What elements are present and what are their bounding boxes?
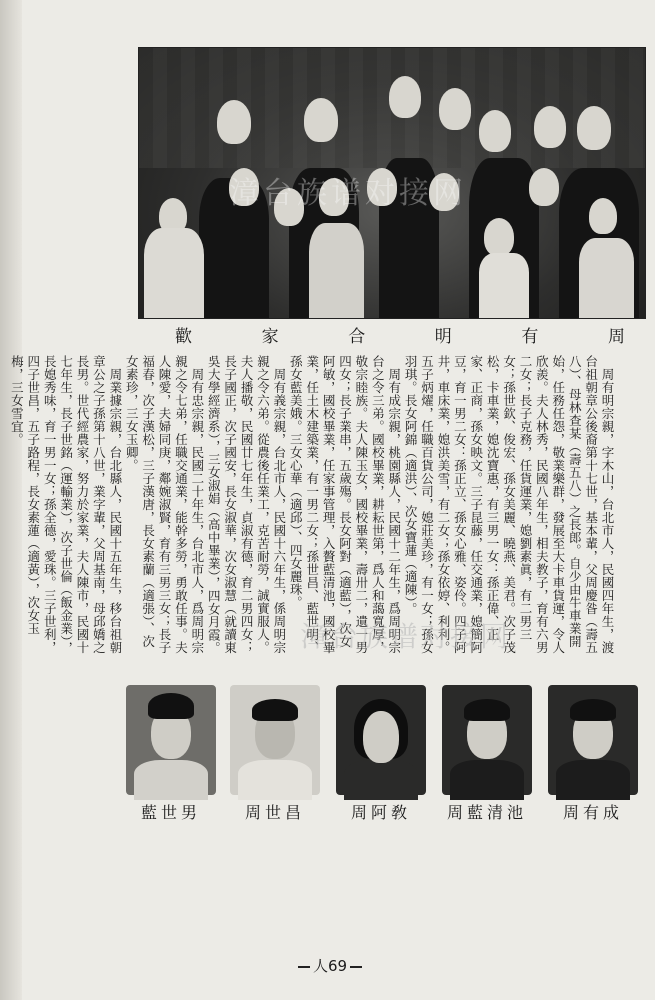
caption-char: 合 [348,327,366,347]
text-watermark: 漳台族谱对接网 [300,620,511,653]
caption-char: 周 [607,327,625,347]
portrait-name: 周藍清池 [446,803,527,822]
portrait-photo [126,685,216,795]
caption-char: 明 [434,327,452,347]
portrait-name: 藍世男 [140,803,201,822]
portrait-photo [548,685,638,795]
page-number-text: 人69 [312,957,348,975]
portrait-name: 周世昌 [244,803,305,822]
biography-text [9,355,615,655]
portrait-name: 周阿敎 [350,803,411,822]
paragraph: 周有義宗親，台北市人，民國十六年生，係周明宗親之令六弟。從農後任業工，克苦耐勞，誠實服人。夫人播敬，民國廿七年生，貞淑有德，育二男四女；長子國正，次子國安，長女淑華，次女淑慧（就讀東吳大學經濟系），三女淑娟（高中畢業），四女月霞。 [206,355,287,655]
photo-watermark: 漳台族谱对接网 [229,176,467,211]
portrait-name: 周有成 [562,803,623,822]
paragraph: 周有成宗親，桃園縣人，民國十二年生，爲周明宗台之令三弟。國校畢業，耕耘世第，爲人和藹寬厚，敬宗睦族。夫人陳玉女，國校畢業，壽卅二，遺一男四女；長子業串，五歲殤。長女阿對（適藍），次女阿敏，國校畢業，任家事管理，入贅藍清池，國校畢業，任土木建築業，有一男二女；孫世昌、藍世明、孫女藍美娥。三女心華（適邱）、四女麗珠。 [288,355,402,654]
page-number [290,955,370,976]
family-photo [138,47,646,319]
portrait-photo [442,685,532,795]
caption-char: 家 [261,327,279,347]
paragraph: 周有明宗親，字木山，台北市人，民國四年生，渡台祖朝章公後裔第十七世，基本輩，父周慶昝（壽五八）、母林查某（壽五八）之長郎。自少由牛車業開始，任務任怨，敬業樂群，發展至大卡車貨運，令人欣羨。夫人林秀，民國八年生，相夫教子，育有六男二女；長子克務，任貨運業，媳劉素眞，有二男三女；孫世欽、俊宏、孫女美麗、曉燕、美君。次子茂松，卡車業，媳沈寶惠，有三男一女：孫正偉、正家、正商，孫女映文。三子昆藤，任交通業，媳簡阿豆，育一男二女：孫正立、孫女心雅、姿伶。四子阿井，車床業，媳洪美雪，有二女；孫女依婷、利利。五子炳燿，任職百貨公司，媳莊美珍，有一女；孫女羽琪。長女阿錦（適洪）、次女寶蓮（適陳）。 [403,355,615,654]
portrait-photo [336,685,426,795]
caption-char: 有 [521,327,539,347]
paragraph: 周有忠宗親，民國二十年生，台北市人，爲周明宗親之令七弟，任職交通業，能幹多勞，勇敢任事。夫人陳愛，夫婦同庚，鄰婉淑賢，育有三男三女；長子福春，次子漢松，三子漢唐，長女素蘭（適張）、次女素珍，三女玉卿。 [124,355,205,654]
portrait-photo [230,685,320,795]
photo-caption [175,322,625,352]
paragraph: 周業據宗親，台北縣人，民國十五年生，移台祖朝章公之子孫第十八世，業字輩，父周基南，母邱嬌之長男。世代經農家，努力於家業，夫人陳市，民國十七年生，長子世銘（運輸業），次子世倫（飯金業），長媳秀味，育一男一女；孫全德，愛珠。三子世利，四子世昌，五子路程，長女素蓮（適黃），次女玉梅，三女雪宜。 [9,355,123,655]
caption-char: 歡 [175,327,192,347]
